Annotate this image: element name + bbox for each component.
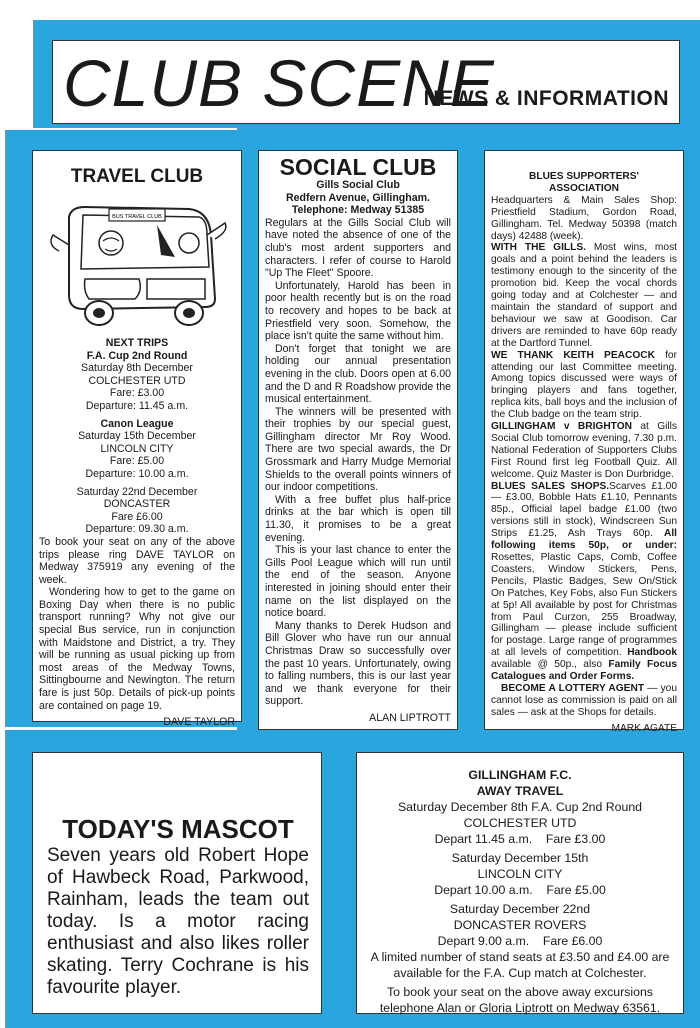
away-title-line2: AWAY TRAVEL (476, 784, 564, 798)
blues-heading: Handbook (621, 647, 678, 659)
blues-heading: WE THANK KEITH PEACOCK (491, 349, 655, 361)
blues-signature: MARK AGATE (611, 722, 677, 734)
blues-title-line1: BLUES SUPPORTERS' (529, 171, 639, 182)
blues-text: available @ 50p., also (491, 659, 602, 671)
blues-paragraph (491, 481, 677, 683)
blues-heading: GILLINGHAM v BRIGHTON (491, 421, 633, 433)
away-trip3-team: DONCASTER ROVERS (453, 918, 587, 932)
away-title-line1: GILLINGHAM F.C. (468, 768, 572, 782)
away-trip2-team: LINCOLN CITY (477, 867, 563, 881)
trip3-departure: Departure: 09.30 a.m. (85, 523, 189, 536)
blues-title-line2: ASSOCIATION (549, 182, 619, 194)
trip3-team: DONCASTER (103, 498, 171, 511)
blues-heading: Family Focus Catalogues and Order Forms. (491, 659, 677, 683)
away-fare: Fare £5.00 (546, 883, 606, 897)
trip3-fare: Fare £6.00 (111, 510, 163, 523)
mascot-text: Seven years old Robert Hope of Hawbeck Road, Parkwood, Rainham, leads the team out today. Is a motor racing enthusiast and also likes roller skating. Terry Cochrane is his favourite player. (47, 845, 309, 998)
blues-heading: BECOME A LOTTERY AGENT (501, 682, 645, 694)
social-paragraph: With a free buffet plus half-price drinks at the bar which is open till 11.30, it promises to be a great evening. (265, 493, 451, 544)
away-booking-note: To book your seat on the above away excursions telephone Alan or Gloria Liptrott on Medway 63561. (379, 985, 661, 1015)
blues-text: at Gills Social Club tomorrow evening, 7.30 p.m. National Federation of Supporters Clubs First Round first leg Football Quiz. All welcome. Quiz Master is Don Durbridge. (491, 421, 677, 480)
social-paragraph: This is your last chance to enter the Gills Pool League which will run until the end of the season. Anyone interested in joining should enter their name on the list displayed on the notice board. (265, 544, 451, 620)
away-fare: Fare £6.00 (542, 934, 603, 948)
travel-club-panel (32, 150, 242, 729)
mascot-title: TODAY'S MASCOT (62, 814, 294, 844)
trip2-competition: Canon League (100, 417, 174, 430)
trip1-fare: Fare: £3.00 (109, 387, 165, 400)
blues-text: Scarves £1.00 — £3.00, Bobble Hats £1.10, Pennants 85p., Official lapel badge £1.00 (two versions still in stock), Windscreen Sun Strips £1.25, Ash Trays 60p. (491, 480, 678, 540)
trip1-departure: Departure: 11.45 a.m. (85, 399, 189, 412)
away-fare: Fare £3.00 (545, 832, 606, 846)
social-paragraph: Regulars at the Gills Social Club will have noted the absence of one of the club's most ardent supporters and characters. I refer of course to Harold "Up The Fleet" Spoore. (265, 216, 451, 280)
away-travel-panel (356, 752, 684, 1014)
blues-paragraph (491, 683, 677, 719)
social-club-panel (258, 150, 458, 730)
blues-heading: All following items 50p, or under: (491, 528, 677, 552)
social-signature: ALAN LIPTROTT (369, 711, 451, 724)
blues-paragraph (491, 350, 677, 421)
mascot-panel (32, 752, 322, 1014)
away-trip2-times (363, 882, 677, 898)
trip2-team: LINCOLN CITY (100, 442, 174, 455)
social-paragraph: The winners will be presented with their trophies by our special guest, Gillingham director Mr Roy Wood. There are two special awards, the Dr Grossmark and Harry Mudge Memorial Shields to the overall points winners of our indoor competitions. (265, 405, 451, 494)
header-panel (52, 40, 680, 124)
social-club-title: SOCIAL CLUB (279, 154, 437, 180)
away-trip3-date: Saturday December 22nd (449, 902, 591, 916)
trip2-fare: Fare: £5.00 (109, 455, 165, 468)
away-depart: Depart 10.00 a.m. (434, 883, 533, 897)
blues-paragraph (491, 242, 677, 349)
blues-text: Most wins, most goals and a point behind the leaders is testimony enough to the sincerity of the promotion bid. Keep the vocal chords going today and at Colchester — and maintain the standard of support and behaviour we saw at Goodison. Car drivers are reminded to have 60p ready at the Dartford Tunnel. (491, 242, 678, 349)
next-trips-heading: NEXT TRIPS (105, 337, 169, 349)
blues-supporters-panel (484, 150, 684, 734)
blues-text: Rosettes, Plastic Caps, Comb, Coffee Coasters, Window Stickers, Pens, Pencils, Plastic Badges, Sew On/Stick On Patches, Key Fobs, also Fun Stickers at 5p! All available by post for Christmas from Paul Curzon, 255 Broadway, Gillingham — please include sufficient for postage. Large range of programmes at all levels of competition. (491, 552, 677, 659)
blues-heading: BLUES SALES SHOPS. (491, 480, 610, 492)
page-subtitle: NEWS & INFORMATION (423, 87, 669, 110)
away-trip1-team: COLCHESTER UTD (463, 816, 577, 830)
away-depart: Depart 11.45 a.m. (434, 832, 533, 846)
away-trip2-date: Saturday December 15th (451, 851, 589, 865)
blues-text: for attending our last Committee meeting. Among topics discussed were ways of bringing players and fans together, replica kits, ball boys and the inclusion of the Club badge on the team strip. (491, 349, 677, 421)
social-club-telephone: Telephone: Medway 51385 (291, 204, 425, 217)
bus-sign-text: BUS TRAVEL CLUB (112, 214, 162, 220)
bus-illustration (39, 195, 235, 329)
trip1-team: COLCHESTER UTD (88, 374, 186, 387)
blues-text: — you cannot lose as commission is paid on all sales — ask at the Shops for details. (491, 682, 677, 718)
away-depart: Depart 9.00 a.m. (437, 934, 530, 948)
travel-booking-paragraph: To book your seat on any of the above trips please ring DAVE TAYLOR on Medway 375919 any evening of the week. (39, 535, 235, 586)
blues-headquarters: Headquarters & Main Sales Shop: Priestfield Stadium, Gordon Road, Gillingham. Tel. Medway 50398 (match days) 42488 (week). (491, 194, 677, 242)
away-trip1-date: Saturday December 8th F.A. Cup 2nd Round (397, 800, 643, 814)
blues-paragraph (491, 421, 677, 481)
social-paragraph: Don't forget that tonight we are holding our annual presentation evening in the club. Doors open at 6.00 and the D and R Roadshow provide the musical entertainment. (265, 342, 451, 406)
trip2-departure: Departure: 10.00 a.m. (85, 467, 189, 480)
trip1-competition: F.A. Cup 2nd Round (86, 349, 188, 362)
trip2-date: Saturday 15th December (78, 430, 196, 443)
social-paragraph: Many thanks to Derek Hudson and Bill Glover who have run our annual Christmas Draw so successfully over the past 10 years. Unfortunately, owing to falling numbers, this is our last year and we thank everyone for their support. (265, 619, 451, 708)
social-club-address: Redfern Avenue, Gillingham. (285, 191, 431, 204)
away-trip1-times (363, 831, 677, 847)
trip3-date: Saturday 22nd December (76, 485, 198, 498)
away-trip3-times (363, 933, 677, 949)
travel-signature: DAVE TAYLOR (163, 716, 235, 729)
travel-boxing-day-paragraph: Wondering how to get to the game on Boxing Day when there is no public transport running? Why not give our special Bus service, run in conjunction with Maidstone and District, a try. They will be running as usual picking up from most areas of the Medway Towns, Sittingbourne and Newington. The return fare is just 50p. Details of pick-up points are contained on page 19. (39, 586, 235, 712)
travel-club-title: TRAVEL CLUB (70, 166, 204, 187)
social-club-subtitle: Gills Social Club (316, 179, 400, 191)
away-stand-seats-note: A limited number of stand seats at £3.50 and £4.00 are available for the F.A. Cup match at Colchester. (370, 950, 670, 980)
page-title: CLUB SCENE (63, 46, 495, 120)
trip1-date: Saturday 8th December (81, 362, 193, 375)
social-paragraph: Unfortunately, Harold has been in poor health recently but is on the road to recovery and hopes to be back at Priestfield very soon. Somehow, the place isn't quite the same without him. (265, 279, 451, 343)
blues-heading: WITH THE GILLS. (491, 242, 586, 254)
